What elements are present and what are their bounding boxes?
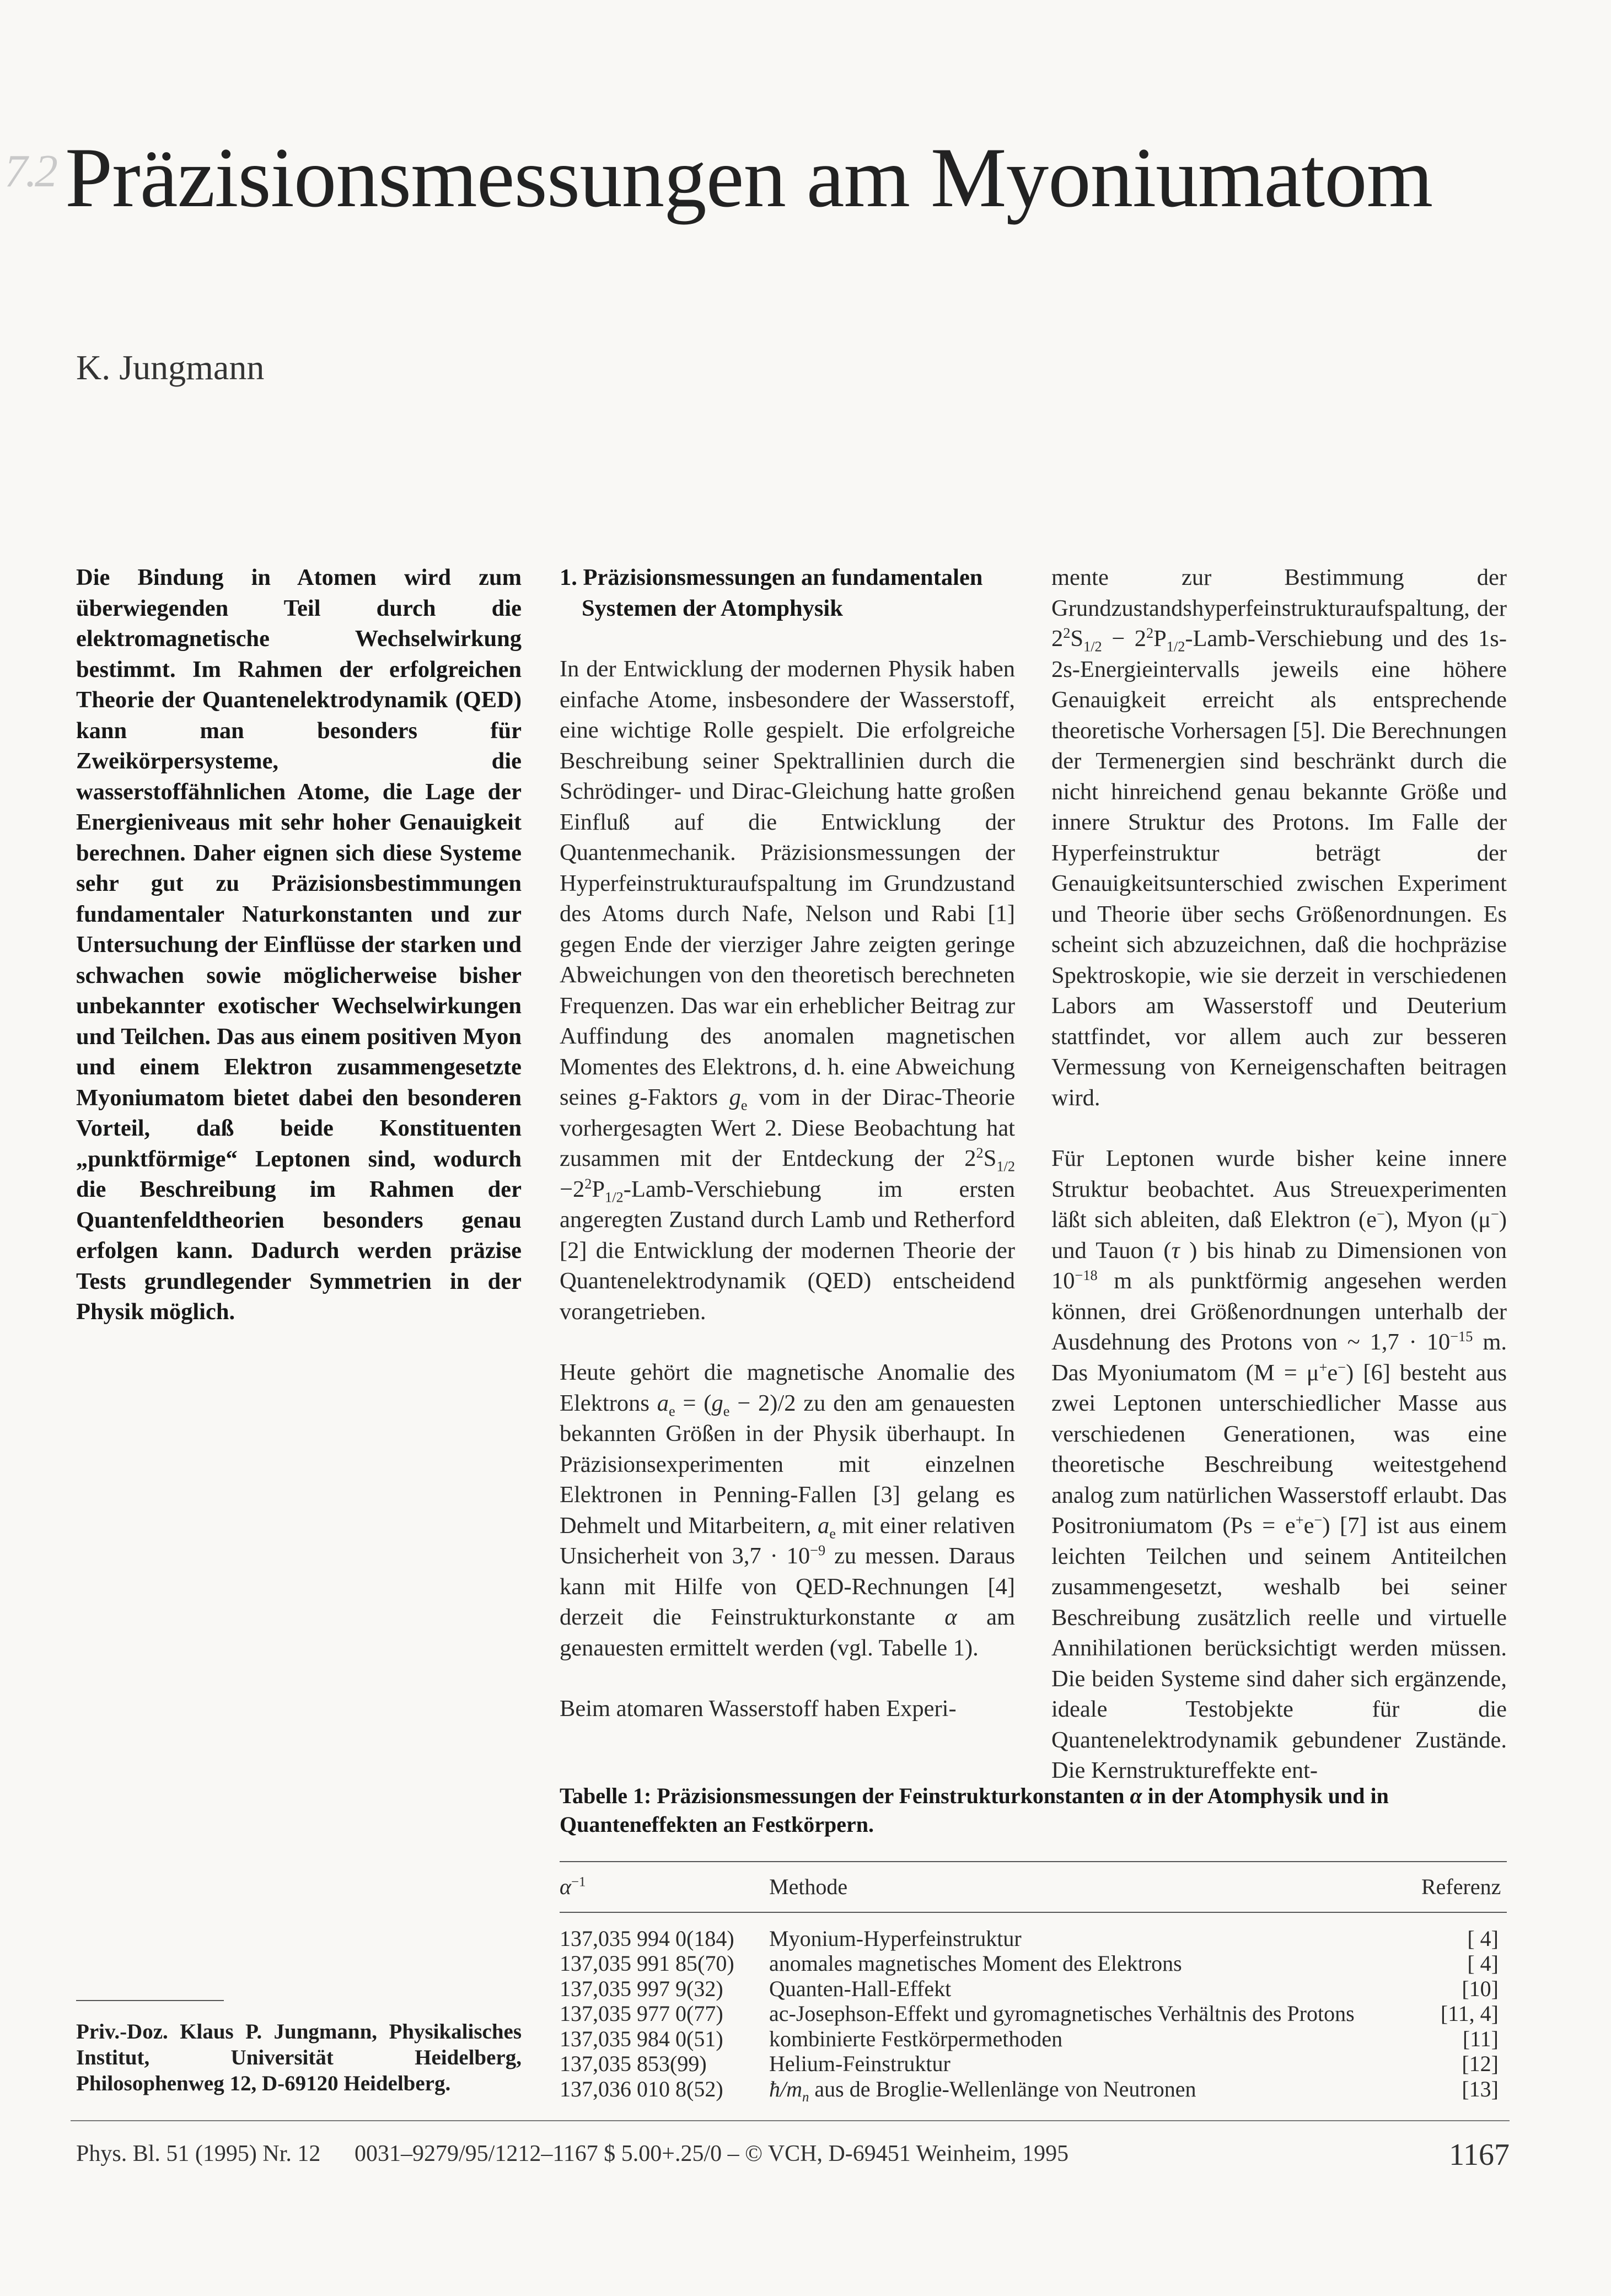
table-top-rule [560,1861,1507,1862]
marginal-note: 7.2 [4,146,56,197]
table-row [560,2026,1507,2052]
table-cell-method: Quanten-Hall-Effekt [769,1976,952,2001]
table-row [560,1926,1507,1951]
table-header-row [560,1874,1507,1900]
table-caption: Tabelle 1: Präzisionsmessungen der Feinstrukturkonstanten α in der Atomphysik und in Quanteneffekten an Festkörpern. [560,1783,1389,1837]
paragraph: In der Entwicklung der modernen Physik haben einfache Atome, insbesondere der Wasserstoff, eine wichtige Rolle gespielt. Die erfolgreiche Beschreibung seiner Spektrallinien durch die Schrödinger- und Dirac-Gleichung hatte großen Einfluß auf die Entwicklung der Quantenmechanik. Präzisionsmessungen der Hyperfeinstrukturaufspaltung im Grundzustand des Atoms durch Nafe, Nelson und Rabi [1] gegen Ende der vierziger Jahre zeigten geringe Abweichungen von den theoretisch berechneten Frequenzen. Das war ein erheblicher Beitrag zur Auffindung des anomalen magnetischen Momentes des Elektrons, d. h. eine Abweichung seines g-Faktors $g_e$ vom in der Dirac-Theorie vorhergesagten Wert 2. Diese Beobachtung hat zusammen mit der Entdeckung der $2^2S_{1/2}$ $-2^2P_{1/2}-Lamb$-Verschiebung im ersten angeregten Zustand durch Lamb und Retherford [2] die Entwicklung der modernen Theorie der Quantenelektrodynamik (QED) entscheidend vorangetrieben. [560,656,1015,1325]
table-row [560,2001,1507,2026]
table-header-rule [560,1912,1507,1913]
table-cell-method: anomales magnetisches Moment des Elektrons [769,1951,1182,1976]
table-header-alpha: $\alpha^{-1}$ [560,1874,586,1899]
table-cell-value: 137,035 994 0(184) [560,1926,734,1951]
article-title: Präzisionsmessungen am Myoniumatom [65,130,1433,225]
table-1 [560,1782,1507,2105]
page-number: 1167 [1449,2138,1510,2172]
author-name: K. Jungmann [76,348,265,387]
footer-rule [71,2120,1510,2121]
table-cell-reference: [11] [1462,2026,1499,2051]
table-row [560,1976,1507,2002]
paragraph: mente zur Bestimmung der Grundzustandshyperfeinstrukturaufspaltung, der $2^2S_{1/2}$ − $2^2P_{1/2}-Lamb$-Verschiebung und des 1s-2s-Energieintervalls jeweils eine höhere Genauigkeit erreicht als entsprechende theoretische Vorhersagen [5]. Die Berechnungen der Termenergien sind beschränkt durch die nicht hinreichend genau bekannte Größe und innere Struktur des Protons. Im Falle der Hyperfeinstruktur beträgt der Genauigkeitsunterschied zwischen Experiment und Theorie über sechs Größenordnungen. Es scheint sich abzuzeichnen, daß die hochpräzise Spektroskopie, wie sie derzeit in verschiedenen Labors am Wasserstoff und Deuterium stattfindet, vor allem auch zur besseren Vermessung von Kerneigenschaften beitragen wird. [1051,564,1507,1111]
table-cell-method: kombinierte Festkörpermethoden [769,2026,1063,2051]
table-cell-value: 137,036 010 8(52) [560,2076,723,2101]
copyright-code: 0031–9279/95/1212–1167 $ 5.00+.25/0 – © VCH, D-69451 Weinheim, 1995 [355,2141,1069,2166]
table-cell-value: 137,035 991 85(70) [560,1951,734,1976]
table-cell-reference: [11, 4] [1440,2001,1499,2026]
table-cell-method: ac-Josephson-Effekt und gyromagnetisches Verhältnis des Protons [769,2001,1355,2026]
paragraph: Beim atomaren Wasserstoff haben Experi- [560,1696,957,1722]
body-column-3 [1051,562,1507,1786]
author-affiliation-footnote: Priv.-Doz. Klaus P. Jungmann, Physikalisches Institut, Universität Heidelberg, Philosophenweg 12, D-69120 Heidelberg. [76,2020,522,2095]
table-cell-reference: [12] [1462,2051,1499,2076]
table-cell-reference: [10] [1462,1976,1499,2001]
body-column-2 [560,562,1015,1724]
table-cell-value: 137,035 853(99) [560,2051,707,2076]
table-row [560,1951,1507,1976]
table-cell-value: 137,035 997 9(32) [560,1976,723,2001]
table-cell-method: $ħ/m_n$ aus de Broglie-Wellenlänge von Neutronen [769,2076,1196,2105]
abstract-column [76,562,522,1327]
page-footer [71,2138,1510,2174]
table-cell-value: 137,035 977 0(77) [560,2001,723,2026]
table-row [560,2076,1507,2105]
journal-citation: Phys. Bl. 51 (1995) Nr. 12 [76,2141,321,2166]
paragraph: Heute gehört die magnetische Anomalie des Elektrons $a_e = (g_e - 2)/2$ zu den am genauesten bekannten Größen in der Physik überhaupt. In Präzisionsexperimenten mit einzelnen Elektronen in Penning-Fallen [3] gelang es Dehmelt und Mitarbeitern, $a_e$ mit einer relativen Unsicherheit von $3,7 \cdot 10^{-9}$ zu messen. Daraus kann mit Hilfe von QED-Rechnungen [4] derzeit die Feinstrukturkonstante α am genauesten ermittelt werden (vgl. Tabelle 1). [560,1359,1016,1661]
table-cell-reference: [ 4] [1467,1951,1499,1976]
table-header-reference: Referenz [1421,1874,1501,1899]
footnote-rule [76,2000,224,2001]
paragraph: Für Leptonen wurde bisher keine innere Struktur beobachtet. Aus Streuexperimenten läßt sich ableiten, daß Elektron (e−), Myon (μ−) und Tauon (τ ) bis hinab zu Dimensionen von $10^{-18}$ m als punktförmig angesehen werden können, drei Größenordnungen unterhalb der Ausdehnung des Protons von ~ $1,7 \cdot 10^{-15}$ m. Das Myoniumatom (M = μ+e−) [6] besteht aus zwei Leptonen unterschiedlicher Masse aus verschiedenen Generationen, was eine theoretische Beschreibung weitestgehend analog zum natürlichen Wasserstoff erlaubt. Das Positroniumatom (Ps = e+e−) [7] ist aus einem leichten Teilchen und seinem Antiteilchen zusammengesetzt, weshalb bei seiner Beschreibung zusätzlich reelle und virtuelle Annihilationen berücksichtigt werden müssen. Die beiden Systeme sind daher sich ergänzende, ideale Testobjekte für die Quantenelektrodynamik gebundener Zustände. Die Kernstruktureffekte ent- [1051,1146,1507,1783]
section-heading: 1. Präzisionsmessungen an fundamentalen Systemen der Atomphysik [560,564,983,621]
table-body [560,1926,1507,2105]
table-cell-method: Helium-Feinstruktur [769,2051,951,2076]
abstract-text: Die Bindung in Atomen wird zum überwiegenden Teil durch die elektromagnetische Wechselwirkung bestimmt. Im Rahmen der erfolgreichen Theorie der Quantenelektrodynamik (QED) kann man besonders für Zweikörpersysteme, die wasserstoffähnlichen Atome, die Lage der Energieniveaus mit sehr hoher Genauigkeit berechnen. Daher eignen sich diese Systeme sehr gut zu Präzisionsbestimmungen fundamentaler Naturkonstanten und zur Untersuchung der Einflüsse der starken und schwachen sowie möglicherweise bisher unbekannter exotischer Wechselwirkungen und Teilchen. Das aus einem positiven Myon und einem Elektron zusammengesetzte Myoniumatom bietet dabei den besonderen Vorteil, daß beide Konstituenten „punktförmige“ Leptonen sind, wodurch die Beschreibung im Rahmen der Quantenfeldtheorien besonders genau erfolgen kann. Dadurch werden präzise Tests grundlegender Symmetrien in der Physik möglich. [76,564,522,1325]
table-row [560,2051,1507,2077]
table-cell-reference: [ 4] [1467,1926,1499,1951]
table-cell-method: Myonium-Hyperfeinstruktur [769,1926,1022,1951]
table-cell-value: 137,035 984 0(51) [560,2026,723,2051]
table-header-method: Methode [769,1874,848,1899]
table-cell-reference: [13] [1462,2076,1499,2101]
